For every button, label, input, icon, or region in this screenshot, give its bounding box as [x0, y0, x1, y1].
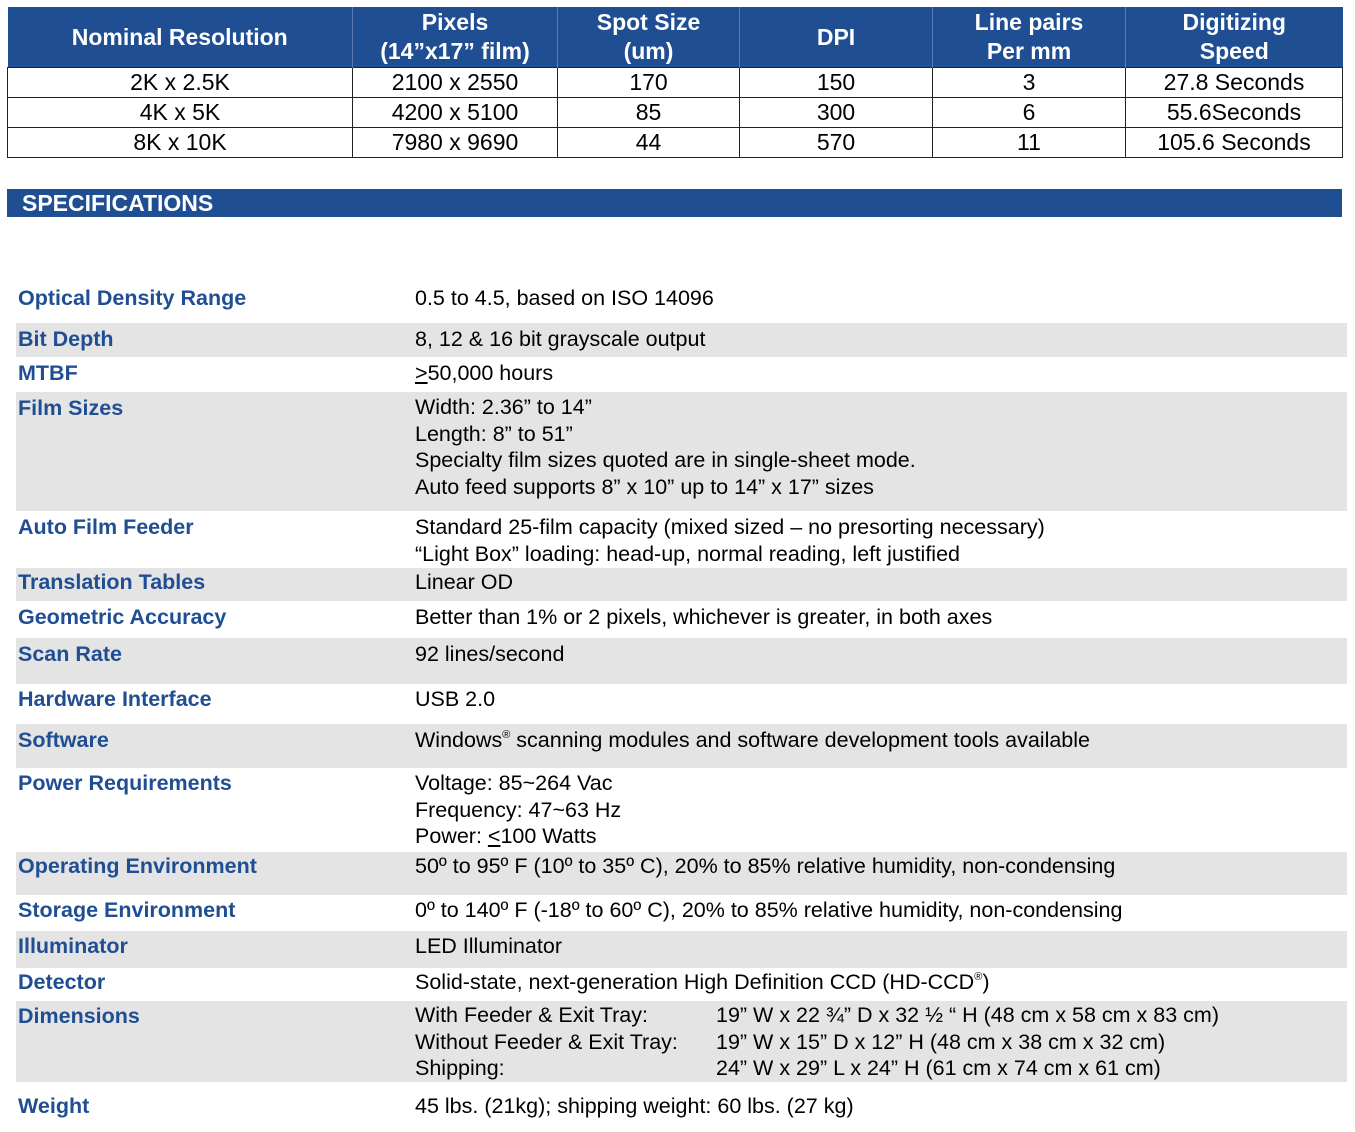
spec-bit-depth	[16, 323, 1347, 357]
table-cell: 85	[558, 98, 740, 128]
table-cell: 105.6 Seconds	[1126, 128, 1343, 158]
spec-optical-density	[16, 285, 1347, 323]
spec-label: Optical Density Range	[18, 286, 247, 310]
table-cell: 6	[933, 98, 1126, 128]
spec-storage-environment	[16, 895, 1347, 931]
table-row	[8, 98, 1343, 128]
table-cell: 2K x 2.5K	[8, 68, 353, 98]
spec-dimensions	[16, 1001, 1347, 1082]
spec-power-requirements	[16, 768, 1347, 852]
spec-value: 92 lines/second	[415, 642, 565, 666]
spec-label: Geometric Accuracy	[18, 605, 227, 629]
table-row	[8, 68, 1343, 98]
table-row	[8, 128, 1343, 158]
spec-scan-rate	[16, 638, 1347, 684]
spec-label: Operating Environment	[18, 854, 257, 878]
spec-label: Bit Depth	[18, 327, 114, 351]
spec-software	[16, 724, 1347, 768]
spec-label: Film Sizes	[18, 396, 124, 420]
spec-value: 45 lbs. (21kg); shipping weight: 60 lbs. (27 kg)	[415, 1094, 854, 1118]
table-cell: 55.6Seconds	[1126, 98, 1343, 128]
spec-value: 0.5 to 4.5, based on ISO 14096	[415, 286, 714, 310]
spec-hardware-interface	[16, 684, 1347, 724]
registered-mark: ®	[974, 971, 983, 983]
specifications-heading: SPECIFICATIONS	[7, 189, 1342, 217]
table-cell: 44	[558, 128, 740, 158]
spec-label: MTBF	[18, 361, 78, 385]
spec-value: Voltage: 85~264 Vac Frequency: 47~63 Hz Power: <100 Watts	[415, 771, 622, 848]
spec-value: With Feeder & Exit Tray: 19” W x 22 ¾” D x 32 ½ “ H (48 cm x 58 cm x 83 cm) Without Feeder & Exit Tray: 19” W x 15” D x 12” H (48 cm x 38 cm x 32 cm) Shipping: 24” W x 29” L x 24” H (61 cm x 74 cm x 61 cm)	[415, 1003, 1219, 1080]
spec-operating-environment	[16, 852, 1347, 895]
spec-label: Power Requirements	[18, 771, 232, 795]
table-cell: 2100 x 2550	[353, 68, 558, 98]
header-spot-size: Spot Size (um)	[558, 7, 740, 68]
spec-label: Auto Film Feeder	[18, 515, 194, 539]
greater-equal-symbol: >	[415, 361, 428, 385]
spec-weight	[16, 1082, 1347, 1122]
spec-value: >50,000 hours	[415, 361, 554, 385]
table-cell: 11	[933, 128, 1126, 158]
spec-value: Width: 2.36” to 14” Length: 8” to 51” Specialty film sizes quoted are in single-sheet mode. Auto feed supports 8” x 10” up to 14” x 17” sizes	[415, 395, 916, 499]
spec-value: Solid-state, next-generation High Definition CCD (HD-CCD®)	[415, 970, 990, 994]
spec-label: Dimensions	[18, 1004, 140, 1028]
table-cell: 8K x 10K	[8, 128, 353, 158]
table-cell: 27.8 Seconds	[1126, 68, 1343, 98]
spec-translation-tables	[16, 568, 1347, 601]
spec-label: Translation Tables	[18, 570, 206, 594]
spec-label: Storage Environment	[18, 898, 236, 922]
header-digitizing-speed: Digitizing Speed	[1126, 7, 1343, 68]
spec-label: Weight	[18, 1094, 90, 1118]
spec-value: Better than 1% or 2 pixels, whichever is greater, in both axes	[415, 605, 993, 629]
spec-auto-film-feeder	[16, 511, 1347, 568]
table-cell: 4200 x 5100	[353, 98, 558, 128]
table-cell: 300	[740, 98, 933, 128]
header-line-pairs: Line pairs Per mm	[933, 7, 1126, 68]
spec-geometric-accuracy	[16, 601, 1347, 638]
less-equal-symbol: <	[487, 824, 501, 848]
header-dpi: DPI	[740, 7, 933, 68]
table-cell: 3	[933, 68, 1126, 98]
spec-label: Scan Rate	[18, 642, 122, 666]
spec-label: Software	[18, 728, 109, 752]
table-cell: 7980 x 9690	[353, 128, 558, 158]
spec-label: Detector	[18, 970, 106, 994]
spec-value: LED Illuminator	[415, 934, 562, 958]
spec-value: 50º to 95º F (10º to 35º C), 20% to 85% relative humidity, non-condensing	[415, 854, 1116, 878]
spec-detector	[16, 968, 1347, 1001]
resolution-table	[7, 7, 1343, 158]
spec-value: Linear OD	[415, 570, 513, 594]
spec-value: Standard 25-film capacity (mixed sized – no presorting necessary) “Light Box” loading: head-up, normal reading, left justified	[415, 515, 1045, 566]
spec-value: 8, 12 & 16 bit grayscale output	[415, 327, 706, 351]
spec-illuminator	[16, 931, 1347, 968]
spec-mtbf	[16, 357, 1347, 392]
table-cell: 4K x 5K	[8, 98, 353, 128]
spec-value: 0º to 140º F (-18º to 60º C), 20% to 85% relative humidity, non-condensing	[415, 898, 1123, 922]
header-pixels: Pixels (14”x17” film)	[353, 7, 558, 68]
table-cell: 150	[740, 68, 933, 98]
spec-value: Windows® scanning modules and software development tools available	[415, 728, 1090, 752]
header-nominal-resolution: Nominal Resolution	[8, 7, 353, 68]
spec-value: USB 2.0	[415, 687, 496, 711]
table-cell: 570	[740, 128, 933, 158]
table-header-row	[8, 7, 1343, 68]
spec-label: Illuminator	[18, 934, 128, 958]
table-cell: 170	[558, 68, 740, 98]
spec-label: Hardware Interface	[18, 687, 212, 711]
spec-film-sizes	[16, 392, 1347, 511]
registered-mark: ®	[502, 729, 511, 741]
